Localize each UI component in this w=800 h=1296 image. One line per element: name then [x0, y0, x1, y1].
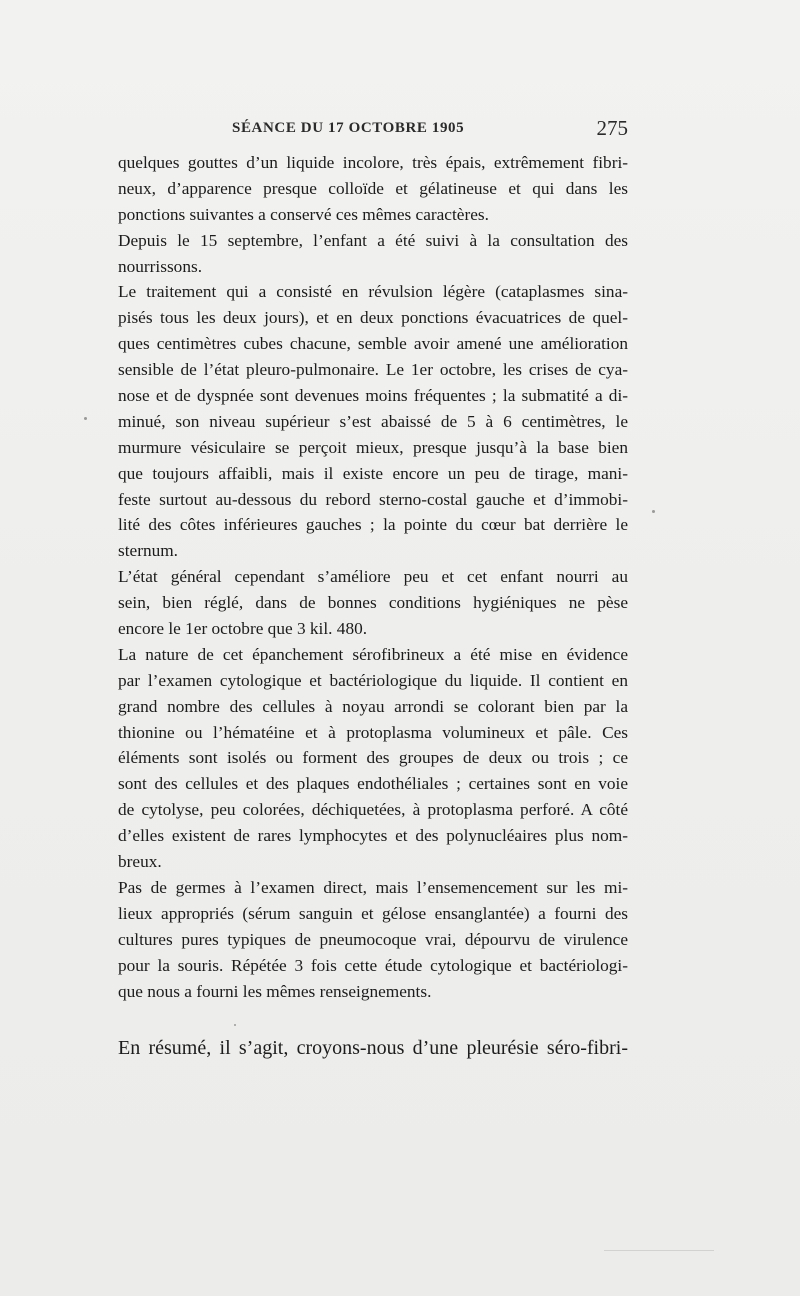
text-line: par l’examen cytologique et bactériologique du liquide. Il contient en	[118, 670, 628, 690]
text-line: sternum.	[118, 541, 178, 561]
paragraph	[118, 228, 628, 280]
text-line: Pas de germes à l’examen direct, mais l’ensemencement sur les mi-	[118, 877, 628, 897]
text-line: ques centimètres cubes chacune, semble avoir amené une amélioration	[118, 334, 628, 354]
scan-speck	[652, 510, 655, 513]
text-line: de cytolyse, peu colorées, déchiquetées, à protoplasma perforé. A côté	[118, 800, 628, 820]
conclusion-line: En résumé, il s’agit, croyons-nous d’une pleurésie séro-fibri-	[118, 1037, 628, 1059]
text-line: Depuis le 15 septembre, l’enfant a été suivi à la consultation des	[118, 230, 628, 250]
paragraph	[118, 279, 628, 564]
text-line: encore le 1er octobre que 3 kil. 480.	[118, 619, 368, 639]
text-line: feste surtout au-dessous du rebord sterno-costal gauche et d’immobi-	[118, 489, 628, 509]
body-text	[118, 150, 628, 1004]
scan-speck	[84, 417, 87, 420]
text-line: minué, son niveau supérieur s’est abaissé de 5 à 6 centimètres, le	[118, 411, 628, 431]
page-header	[118, 116, 628, 142]
text-line: d’elles existent de rares lymphocytes et des polynucléaires plus nom-	[118, 826, 628, 846]
text-line: pour la souris. Répétée 3 fois cette étude cytologique et bactériologi-	[118, 955, 628, 975]
text-line: sensible de l’état pleuro-pulmonaire. Le 1er octobre, les crises de cya-	[118, 360, 628, 380]
paragraph	[118, 875, 628, 1004]
paragraph	[118, 150, 628, 228]
scan-artifact-line	[604, 1250, 714, 1251]
text-line: breux.	[118, 852, 162, 872]
scan-speck	[234, 1024, 236, 1026]
text-line: que toujours affaibli, mais il existe encore un peu de tirage, mani-	[118, 463, 628, 483]
text-line: cultures pures typiques de pneumocoque vrai, dépourvu de virulence	[118, 929, 628, 949]
text-line: lieux appropriés (sérum sanguin et gélose ensanglantée) a fourni des	[118, 903, 628, 923]
text-line: murmure vésiculaire se perçoit mieux, presque jusqu’à la base bien	[118, 437, 628, 457]
text-line: éléments sont isolés ou forment des groupes de deux ou trois ; ce	[118, 748, 628, 768]
page-number: 275	[596, 116, 628, 140]
text-line: grand nombre des cellules à noyau arrondi se colorant bien par la	[118, 696, 628, 716]
text-line: thionine ou l’hématéine et à protoplasma volumineux et pâle. Ces	[118, 722, 628, 742]
text-line: lité des côtes inférieures gauches ; la pointe du cœur bat derrière le	[118, 515, 628, 535]
running-head: SÉANCE DU 17 OCTOBRE 1905	[232, 120, 465, 136]
text-line: sein, bien réglé, dans de bonnes conditions hygiéniques ne pèse	[118, 593, 628, 613]
paragraph	[118, 564, 628, 642]
text-line: nose et de dyspnée sont devenues moins fréquentes ; la submatité a di-	[118, 386, 628, 406]
text-line: La nature de cet épanchement sérofibrineux a été mise en évidence	[118, 644, 628, 664]
text-line: nourrissons.	[118, 256, 203, 276]
text-line: pisés tous les deux jours), et en deux ponctions évacuatrices de quel-	[118, 308, 628, 328]
text-line: ponctions suivantes a conservé ces mêmes caractères.	[118, 204, 489, 224]
text-line: Le traitement qui a consisté en révulsion légère (cataplasmes sina-	[118, 282, 628, 302]
text-line: quelques gouttes d’un liquide incolore, très épais, extrêmement fibri-	[118, 153, 628, 172]
text-line: sont des cellules et des plaques endothéliales ; certaines sont en voie	[118, 774, 628, 794]
text-line: que nous a fourni les mêmes renseignements.	[118, 981, 432, 1001]
text-line: neux, d’apparence presque colloïde et gélatineuse et qui dans les	[118, 178, 628, 198]
paragraph	[118, 642, 628, 875]
text-line: L’état général cependant s’améliore peu et cet enfant nourri au	[118, 567, 628, 587]
